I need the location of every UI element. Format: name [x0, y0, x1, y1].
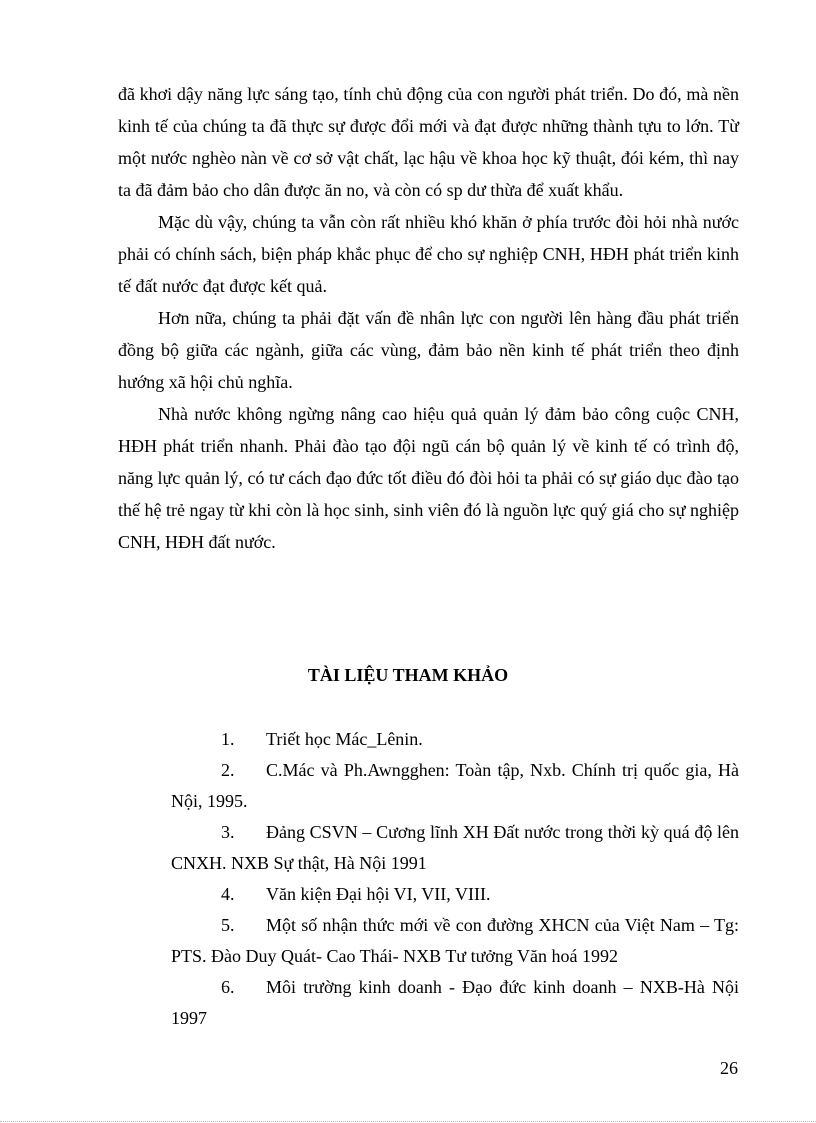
- reference-text: Một số nhận thức mới về con đường XHCN của Việt Nam – Tg: PTS. Đào Duy Quát- Cao Thái- NXB Tư tưởng Văn hoá 1992: [171, 915, 739, 966]
- reference-number: 1.: [221, 729, 235, 749]
- reference-text: Văn kiện Đại hội VI, VII, VIII.: [266, 884, 491, 904]
- reference-list: [171, 724, 739, 1034]
- paragraph: Mặc dù vậy, chúng ta vẫn còn rất nhiều khó khăn ở phía trước đòi hỏi nhà nước phải có chính sách, biện pháp khắc phục để cho sự nghiệp CNH, HĐH phát triển kinh tế đất nước đạt được kết quả.: [118, 212, 739, 296]
- reference-number: 3.: [221, 822, 235, 842]
- paragraph: đã khơi dậy năng lực sáng tạo, tính chủ động của con người phát triển. Do đó, mà nền kinh tế của chúng ta đã thực sự được đổi mới và đạt được những thành tựu to lớn. Từ một nước nghèo nàn về cơ sở vật chất, lạc hậu về khoa học kỹ thuật, đói kém, thì nay ta đã đảm bảo cho dân được ăn no, và còn có sp dư thừa để xuất khẩu.: [118, 84, 739, 200]
- body-text: [118, 78, 739, 558]
- reference-text: C.Mác và Ph.Awngghen: Toàn tập, Nxb. Chính trị quốc gia, Hà Nội, 1995.: [171, 760, 739, 811]
- reference-text: Môi trường kinh doanh - Đạo đức kinh doanh – NXB-Hà Nội 1997: [171, 977, 739, 1028]
- reference-item: [171, 755, 739, 817]
- reference-text: Đảng CSVN – Cương lĩnh XH Đất nước trong thời kỳ quá độ lên CNXH. NXB Sự thật, Hà Nội 1991: [171, 822, 739, 873]
- reference-number: 2.: [221, 760, 235, 780]
- reference-number: 4.: [221, 884, 235, 904]
- page-number: 26: [720, 1058, 738, 1078]
- paragraph: Hơn nữa, chúng ta phải đặt vấn đề nhân lực con người lên hàng đầu phát triển đồng bộ giữa các ngành, giữa các vùng, đảm bảo nền kinh tế phát triển theo định hướng xã hội chủ nghĩa.: [118, 308, 739, 392]
- page-bottom-divider: [0, 1121, 816, 1122]
- reference-item: [171, 972, 739, 1034]
- reference-item: [171, 817, 739, 879]
- reference-item: [171, 724, 739, 755]
- reference-number: 6.: [221, 977, 235, 997]
- references-title: TÀI LIỆU THAM KHẢO: [307, 665, 509, 685]
- reference-number: 5.: [221, 915, 235, 935]
- reference-item: [171, 879, 739, 910]
- reference-item: [171, 910, 739, 972]
- paragraph: Nhà nước không ngừng nâng cao hiệu quả quản lý đảm bảo công cuộc CNH, HĐH phát triển nhanh. Phải đào tạo đội ngũ cán bộ quản lý về kinh tế có trình độ, năng lực quản lý, có tư cách đạo đức tốt điều đó đòi hỏi ta phải có sự giáo dục đào tạo thế hệ trẻ ngay từ khi còn là học sinh, sinh viên đó là nguồn lực quý giá cho sự nghiệp CNH, HĐH đất nước.: [118, 404, 739, 552]
- reference-text: Triết học Mác_Lênin.: [266, 729, 423, 749]
